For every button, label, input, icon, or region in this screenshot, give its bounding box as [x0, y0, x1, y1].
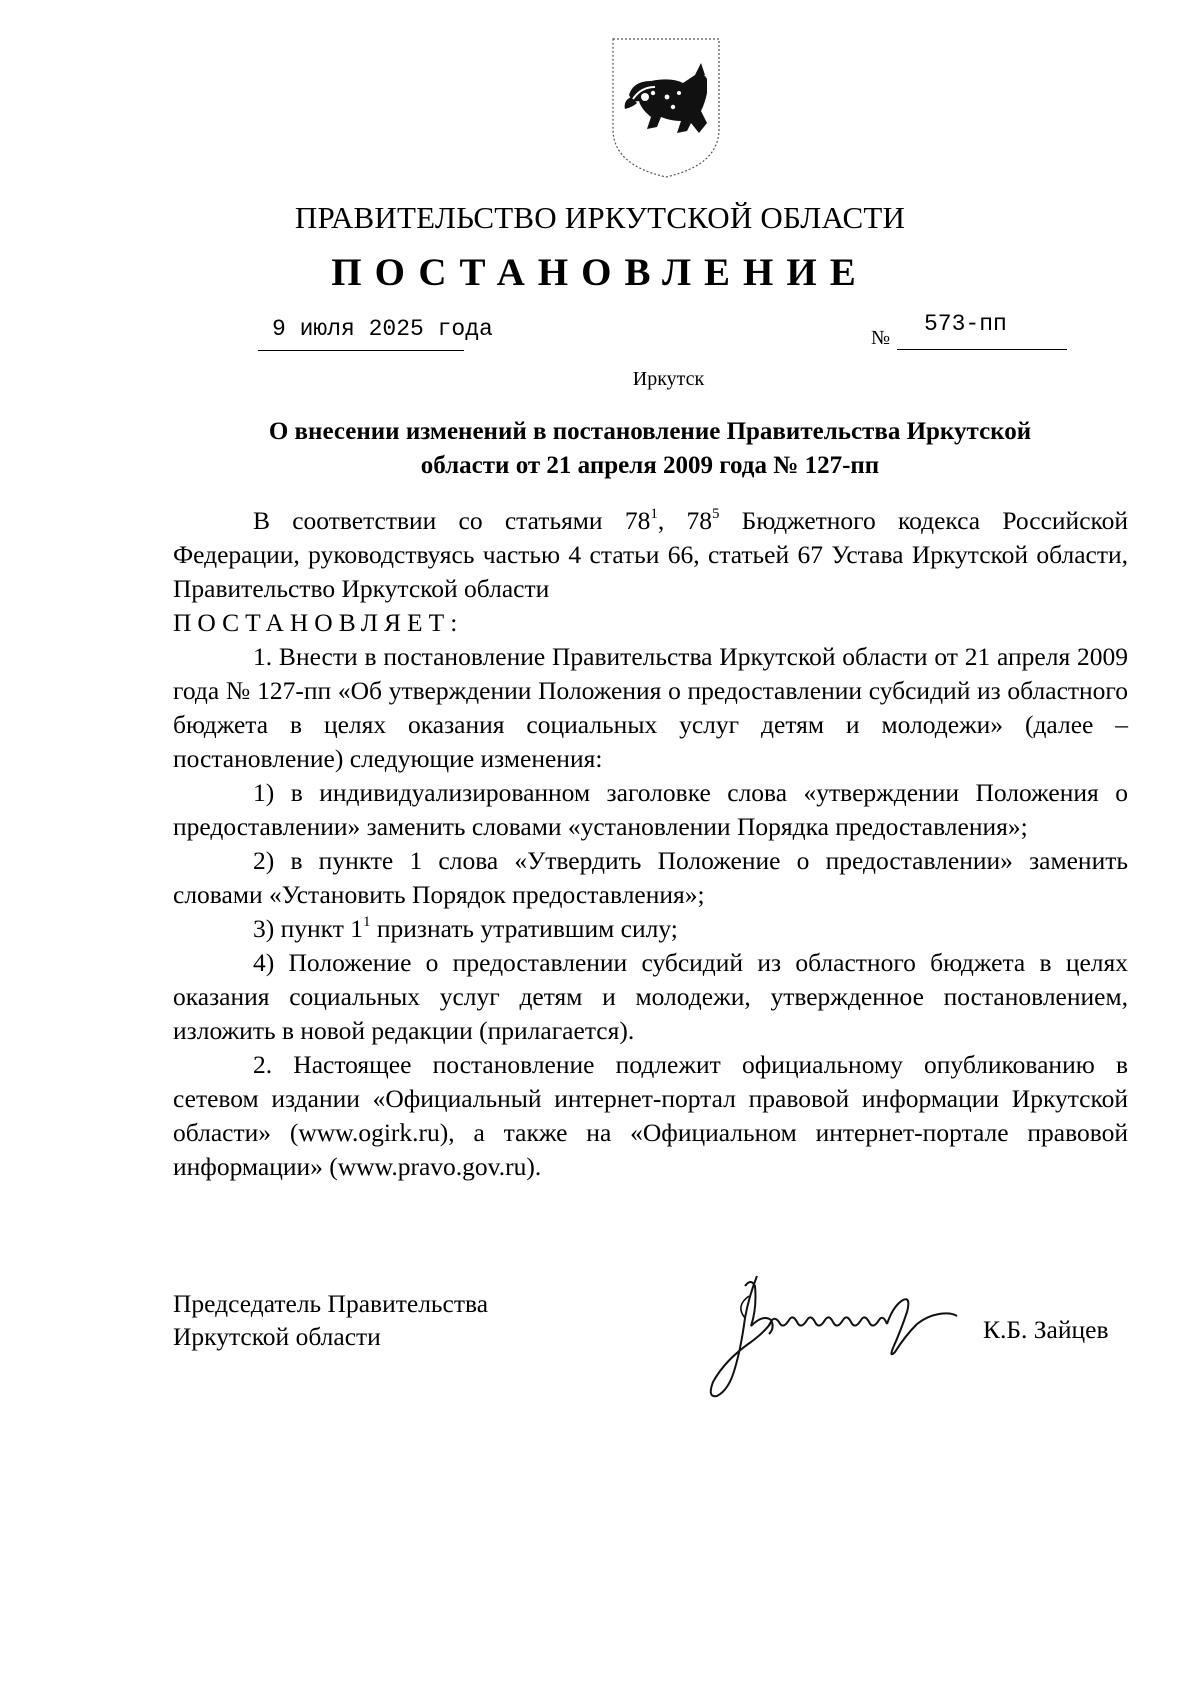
irkutsk-coat-of-arms-icon [611, 37, 721, 179]
subclause-3-sup: 1 [362, 913, 371, 930]
preamble-sup-1: 1 [650, 505, 658, 522]
preamble-sup-2: 5 [711, 505, 720, 522]
subclause-4: 4) Положение о предоставлении субсидий из областного бюджета в целях оказания социальных услуг детям и молодежи, утвержденное постановлением, изложить в новой редакции (прилагается). [173, 948, 1128, 1045]
document-date: 9 июля 2025 года [272, 316, 493, 342]
subclause-2: 2) в пункте 1 слова «Утвердить Положение о предоставлении» заменить словами «Установить Порядок предоставления»; [173, 846, 1128, 909]
document-body [173, 504, 1128, 1184]
signatory-name: К.Б. Зайцев [983, 1315, 1109, 1344]
position-line-1: Председатель Правительства [173, 1289, 489, 1318]
city: Иркутск [632, 368, 705, 390]
document-subject [180, 415, 1120, 483]
preamble-text-b: , 78 [657, 506, 712, 535]
subclause-3-text-b: признать утратившим силу; [370, 914, 678, 943]
subclause-1: 1) в индивидуализированном заголовке слова «утверждении Положения о предоставлении» заменить словами «установлении Порядка предоставления»; [173, 778, 1128, 841]
preamble-text-a: В соответствии со статьями 78 [253, 506, 651, 535]
document-number: 573-пп [924, 311, 1007, 337]
handwritten-signature-icon [705, 1256, 965, 1404]
decree-word: ПОСТАНОВЛЯЕТ: [173, 608, 464, 637]
preamble-paragraph [173, 504, 1128, 606]
document-kind: ПОСТАНОВЛЕНИЕ [331, 251, 869, 294]
signatory-position [173, 1287, 488, 1353]
preamble-text-c: Бюджетного кодекса Российской Федерации, руководствуясь частью 4 статьи 66, статьей 67 Устава Иркутской области, Правительство Иркутской области [173, 506, 1128, 603]
clause-2: 2. Настоящее постановление подлежит официальному опубликованию в сетевом издании «Официальный интернет-портал правовой информации Иркутской области» (www.ogirk.ru), а также на «Официальном интернет-портале правовой информации» (www.pravo.gov.ru). [173, 1050, 1128, 1181]
subclause-3 [173, 912, 1128, 946]
position-line-2: Иркутской области [173, 1322, 381, 1351]
subject-line-2: области от 21 апреля 2009 года № 127-пп [420, 452, 880, 479]
clause-1: 1. Внести в постановление Правительства Иркутской области от 21 апреля 2009 года № 127-пп «Об утверждении Положения о предоставлении субсидий из областного бюджета в целях оказания социальных услуг детям и молодежи» (далее – постановление) следующие изменения: [173, 642, 1128, 773]
subject-line-1: О внесении изменений в постановление Правительства Иркутской [268, 418, 1032, 445]
number-sign: № [871, 327, 891, 349]
government-title: ПРАВИТЕЛЬСТВО ИРКУТСКОЙ ОБЛАСТИ [294, 200, 906, 235]
subclause-3-text-a: 3) пункт 1 [253, 914, 363, 943]
